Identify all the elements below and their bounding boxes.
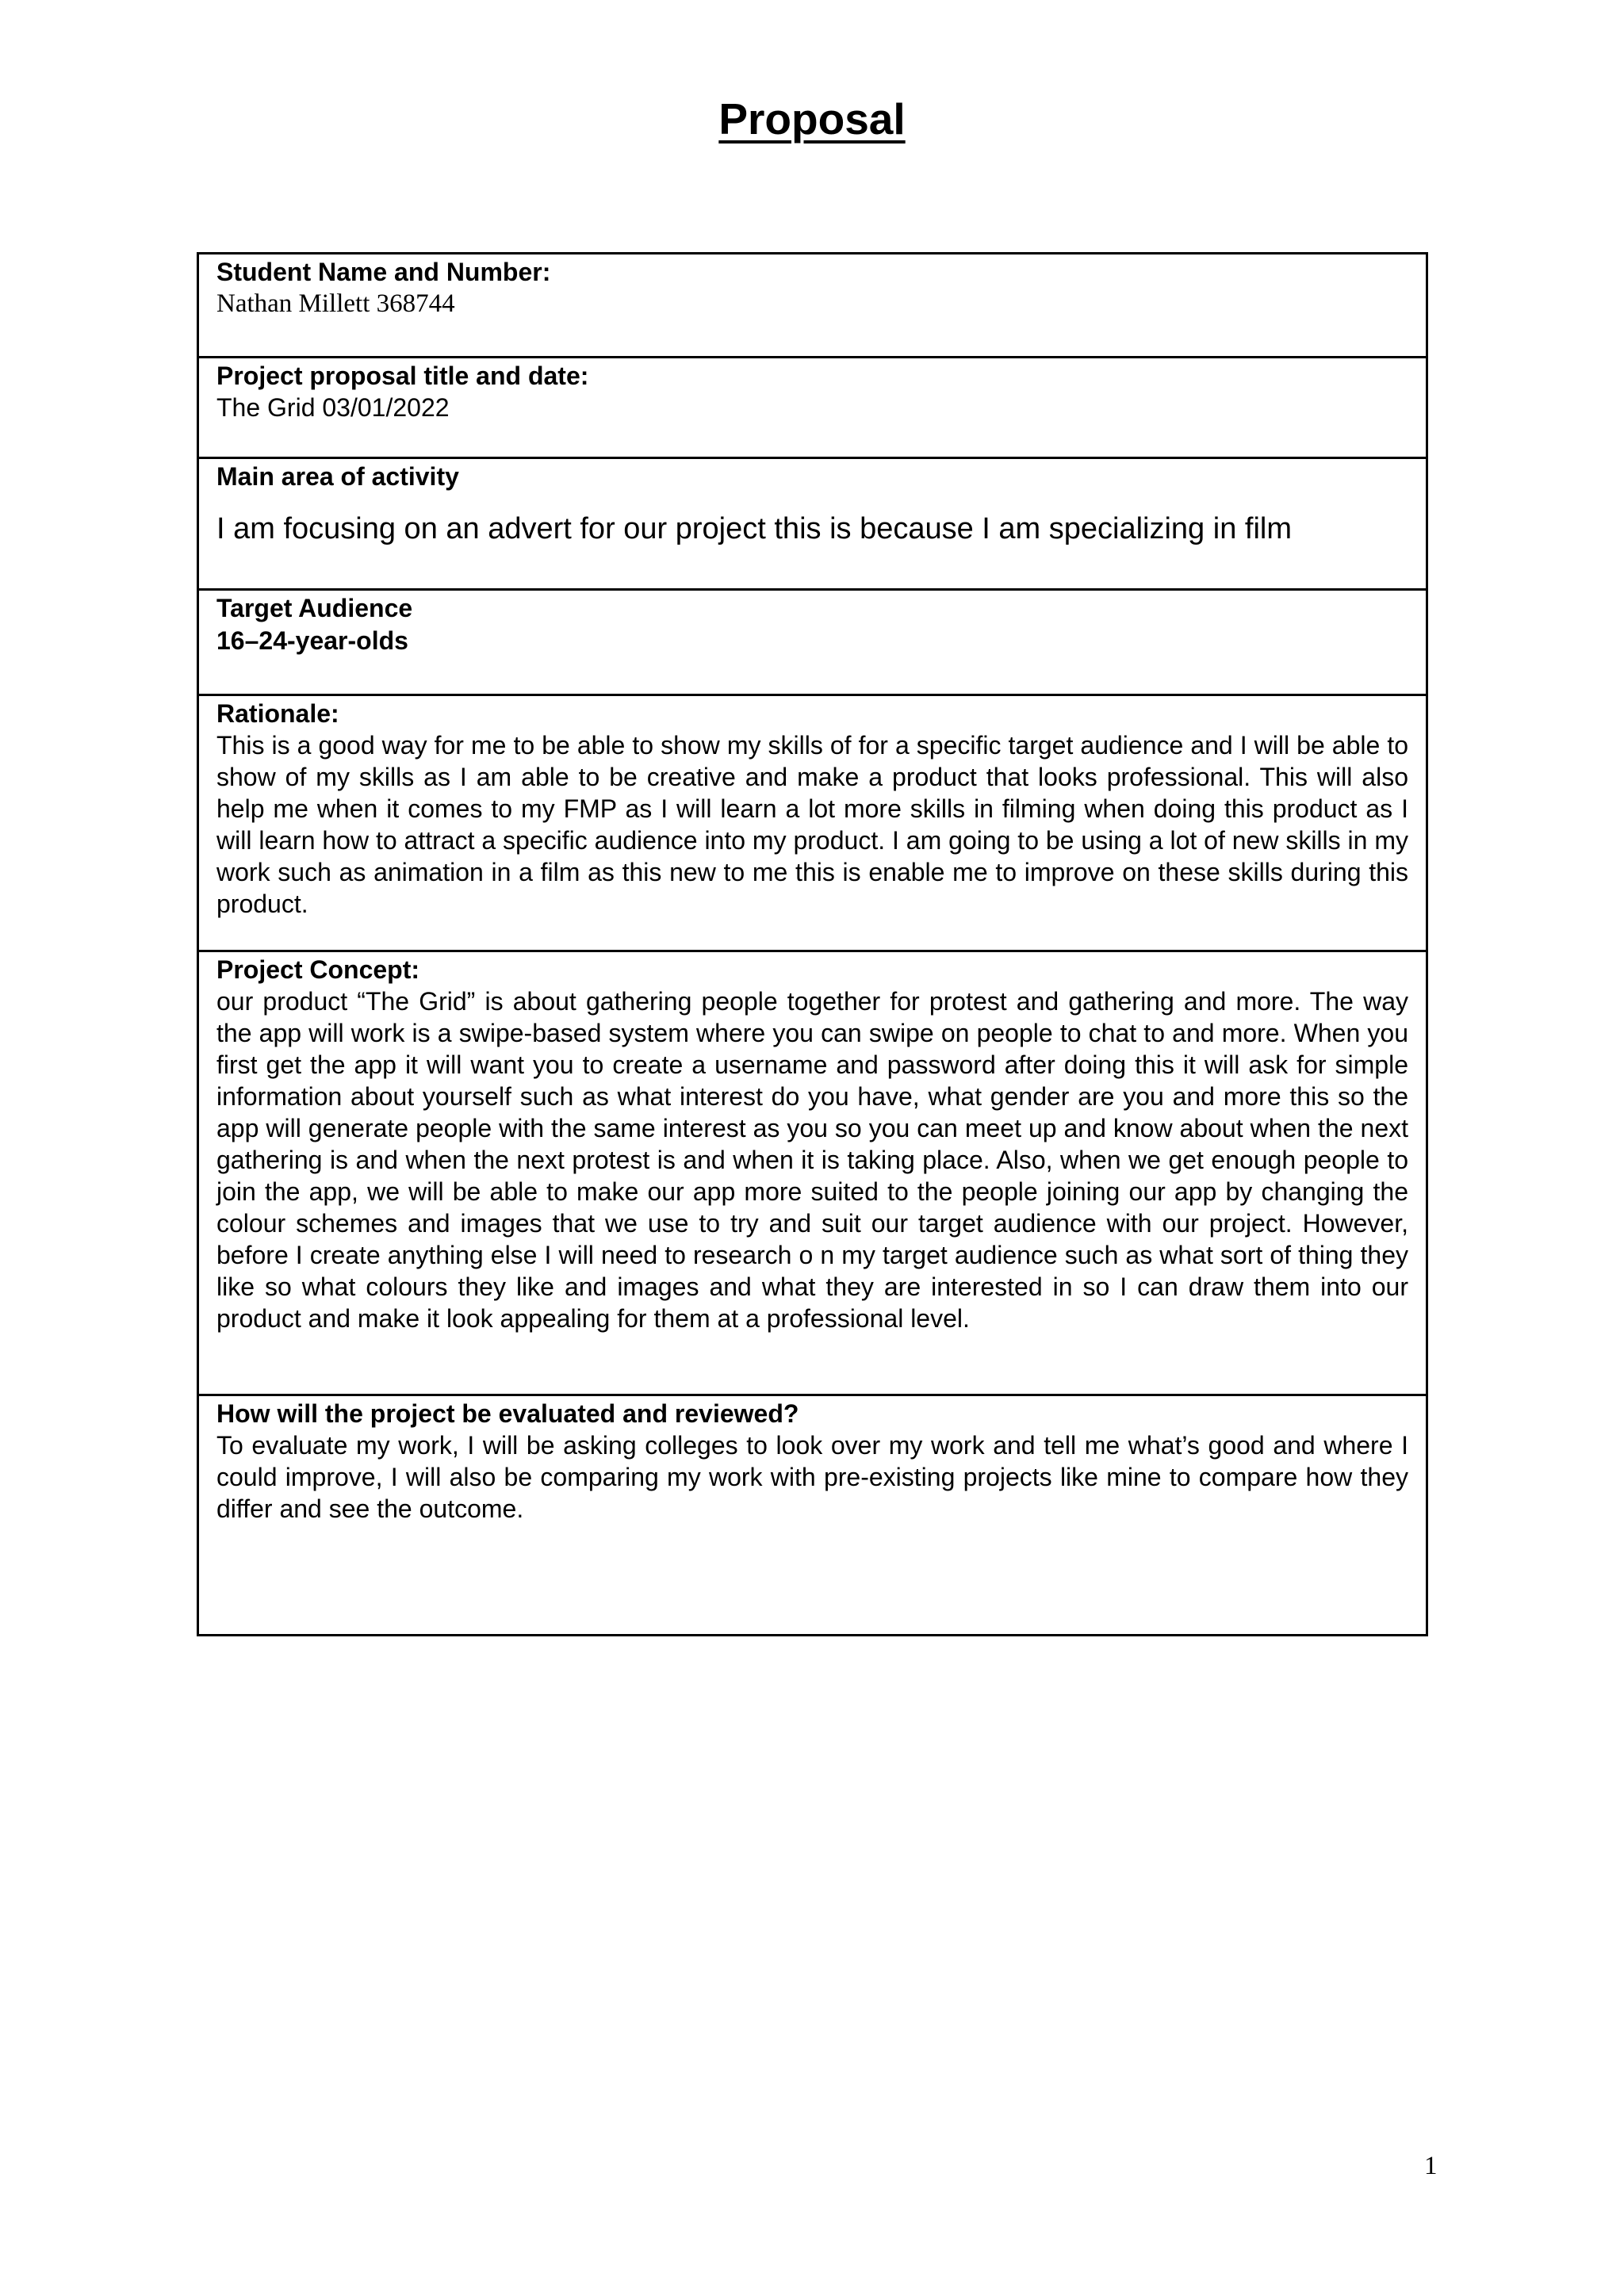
- evaluation-label: How will the project be evaluated and reviewed?: [216, 1399, 799, 1428]
- student-cell: [198, 254, 1427, 358]
- concept-cell: [198, 951, 1427, 1395]
- evaluation-cell: [198, 1395, 1427, 1636]
- student-value: Nathan Millett 368744: [216, 289, 455, 318]
- student-row: [198, 254, 1427, 358]
- main-area-label: Main area of activity: [216, 462, 459, 491]
- rationale-row: [198, 695, 1427, 951]
- proposal-form: [197, 252, 1428, 1636]
- main-area-value: I am focusing on an advert for our project this is because I am specializing in film: [216, 512, 1292, 545]
- target-audience-row: [198, 590, 1427, 695]
- rationale-text: This is a good way for me to be able to show my skills of for a specific target audience and I will be able to show of my skills as I am able to be creative and make a product that looks professional. This will also help me when it comes to my FMP as I will learn a lot more skills in filming when doing this product as I will learn how to attract a specific audience into my product. I am going to be using a lot of new skills in my work such as animation in a film as this new to me this is enable me to improve on these skills during this product.: [216, 731, 1408, 918]
- main-area-row: [198, 458, 1427, 590]
- evaluation-row: [198, 1395, 1427, 1636]
- proposal-title-cell: [198, 358, 1427, 458]
- evaluation-text: To evaluate my work, I will be asking colleges to look over my work and tell me what’s good and where I could improve, I will also be comparing my work with pre-existing projects like mine to compare how they differ and see the outcome.: [216, 1431, 1408, 1523]
- target-audience-value: 16–24-year-olds: [216, 626, 408, 655]
- proposal-title-row: [198, 358, 1427, 458]
- proposal-title-label: Project proposal title and date:: [216, 362, 589, 390]
- rationale-label: Rationale:: [216, 699, 339, 728]
- target-audience-cell: [198, 590, 1427, 695]
- concept-row: [198, 951, 1427, 1395]
- page-number: 1: [1424, 2152, 1438, 2180]
- concept-text: our product “The Grid” is about gathering people together for protest and gathering and more. The way the app will work is a swipe-based system where you can swipe on people to chat to and more. When you first get the app it will want you to create a username and password after doing this it will ask for simple information about yourself such as what interest do you have, what gender are you and more this so the app will generate people with the same interest as you so you can meet up and know about when the next gathering is and when the next protest is and when it is taking place. Also, when we get enough people to join the app, we will be able to make our app more suited to the people joining our app by changing the colour schemes and images that we use to try and suit our target audience with our project. However, before I create anything else I will need to research o n my target audience such as what sort of thing they like so what colours they like and images and what they are interested in so I can draw them into our product and make it look appealing for them at a professional level.: [216, 987, 1408, 1333]
- proposal-title-value: The Grid 03/01/2022: [216, 393, 450, 422]
- main-area-cell: [198, 458, 1427, 590]
- student-label: Student Name and Number:: [216, 258, 551, 286]
- document-title: Proposal: [718, 94, 906, 144]
- concept-label: Project Concept:: [216, 955, 420, 984]
- target-audience-label: Target Audience: [216, 594, 413, 622]
- rationale-cell: [198, 695, 1427, 951]
